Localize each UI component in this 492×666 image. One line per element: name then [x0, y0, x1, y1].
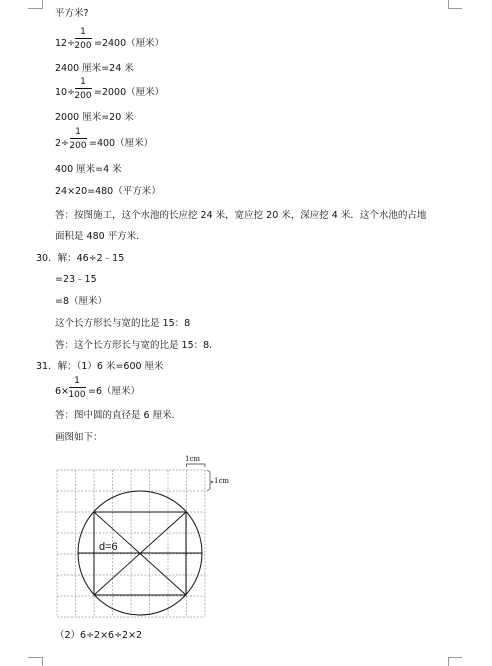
fraction-denominator: 200	[74, 41, 92, 51]
equation-result: =400（厘米）	[89, 138, 154, 149]
question-31-part-2: （2）6÷2×6÷2×2	[55, 630, 143, 641]
fraction-numerator: 1	[80, 77, 86, 87]
text-line: =8（厘米）	[55, 296, 108, 307]
scale-label-top: 1cm	[185, 455, 201, 463]
question-30-heading: 30．解：46÷2﹣15	[36, 253, 125, 264]
text-line: 2000 厘米=20 米	[55, 112, 134, 123]
fraction-numerator: 1	[75, 127, 81, 137]
text-line: 24×20=480（平方米）	[55, 186, 161, 197]
text-line: 2400 厘米=24 米	[55, 63, 134, 74]
text-line: 400 厘米=4 米	[55, 164, 122, 175]
text-line: 这个长方形长与宽的比是 15：8	[55, 318, 191, 329]
fraction-denominator: 200	[69, 141, 87, 151]
equation-result: =6（厘米）	[88, 386, 141, 397]
fraction-numerator: 1	[74, 376, 80, 386]
question-31-heading: 31．解：（1）6 米=600 厘米	[36, 361, 164, 372]
equation-prefix: 6×	[55, 386, 70, 397]
fraction-numerator: 1	[80, 27, 86, 37]
text-line: 画图如下：	[55, 432, 103, 443]
answer-line: 答：图中圆的直径是 6 厘米．	[55, 410, 182, 421]
scale-label-side: 1cm	[214, 477, 230, 485]
equation-prefix: 12÷	[55, 38, 76, 49]
diameter-label: d=6	[99, 541, 118, 553]
equation-result: =2000（厘米）	[94, 87, 165, 98]
fraction-denominator: 100	[68, 390, 86, 400]
answer-line: 答：这个长方形长与宽的比是 15：8．	[55, 340, 219, 351]
text-line: 平方米?	[55, 8, 89, 19]
equation-prefix: 2÷	[55, 138, 70, 149]
answer-line: 答：按图施工，这个水池的长应挖 24 米，宽应挖 20 米，深应挖 4 米．这个水池的占地	[55, 210, 427, 221]
fraction-denominator: 200	[74, 91, 92, 101]
text-line: =23﹣15	[55, 274, 97, 285]
answer-line: 面积是 480 平方米．	[55, 231, 146, 242]
equation-result: =2400（厘米）	[94, 38, 165, 49]
equation-prefix: 10÷	[55, 87, 76, 98]
